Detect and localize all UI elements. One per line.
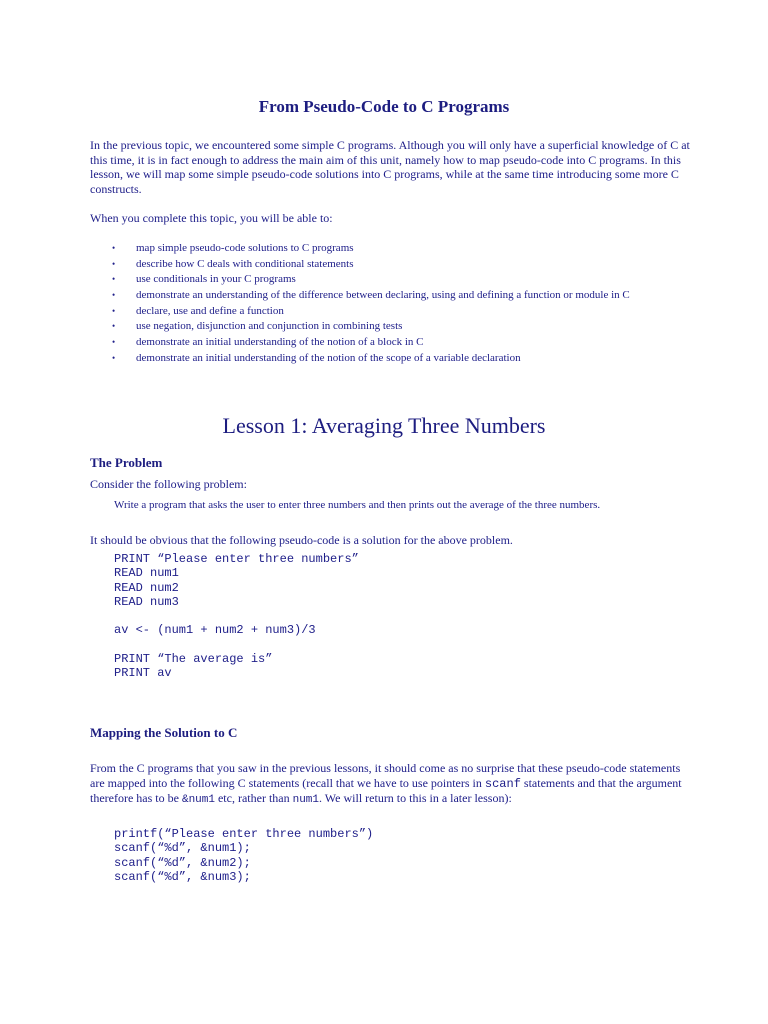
list-item: • use conditionals in your C programs [112,273,296,286]
bullet-icon: • [112,305,116,316]
mapping-paragraph: From the C programs that you saw in the previous lessons, it should come as no surprise that these pseudo-code statements are mapped into the following C statements (recall that we have to use pointers in scanf statements and that the argument therefore has to be &num1 etc, rather than num1. We will return to this in a later lesson): [90,761,682,806]
intro-paragraph: In the previous topic, we encountered some simple C programs. Although you will only have a superficial knowledge of C at this time, it is in fact enough to address the main aim of this unit, namely how to map pseudo-code into C programs. In this lesson, we will map some simple pseudo-code solutions into C programs, while at the same time introducing some more C constructs. [90,138,690,196]
pseudo-code-lead: It should be obvious that the following pseudo-code is a solution for the above problem. [90,533,513,547]
inline-code: scanf [484,776,521,791]
list-item: • map simple pseudo-code solutions to C programs [112,242,354,254]
inline-code: &num1 [181,794,215,806]
bullet-icon: • [112,337,116,348]
problem-statement: Write a program that asks the user to enter three numbers and then prints out the average of the three numbers. [114,499,601,511]
inline-code: num1 [292,794,320,806]
problem-lead: Consider the following problem: [90,477,247,491]
bullet-icon: • [112,290,116,301]
lesson-title: Lesson 1: Averaging Three Numbers [222,413,546,438]
bullet-icon: • [112,352,116,363]
list-item: • describe how C deals with conditional statements [112,257,354,270]
objectives-intro: When you complete this topic, you will be able to: [90,211,333,225]
bullet-icon: • [112,243,116,253]
bullet-icon: • [112,258,116,269]
pseudo-code-block: PRINT “Please enter three numbers” READ num1 READ num2 READ num3 av <- (num1 + num2 + num3)/3 PRINT “The average is” PRINT av [114,552,359,681]
page-title: From Pseudo-Code to C Programs [258,97,510,116]
bullet-icon: • [112,274,116,285]
list-item: • declare, use and define a function [112,304,284,317]
c-code-block: printf(“Please enter three numbers”) scanf(“%d”, &num1); scanf(“%d”, &num2); scanf(“%d”, &num3); [114,827,374,884]
mapping-heading: Mapping the Solution to C [90,725,238,740]
list-item: • demonstrate an initial understanding of the notion of a block in C [112,336,424,349]
objectives-list [112,241,682,367]
bullet-icon: • [112,321,116,332]
problem-heading: The Problem [90,455,163,470]
list-item: • use negation, disjunction and conjunction in combining tests [112,320,403,333]
list-item: • demonstrate an initial understanding of the notion of the scope of a variable declaration [112,351,521,364]
list-item: • demonstrate an understanding of the difference between declaring, using and defining a function or module in C [112,289,630,302]
